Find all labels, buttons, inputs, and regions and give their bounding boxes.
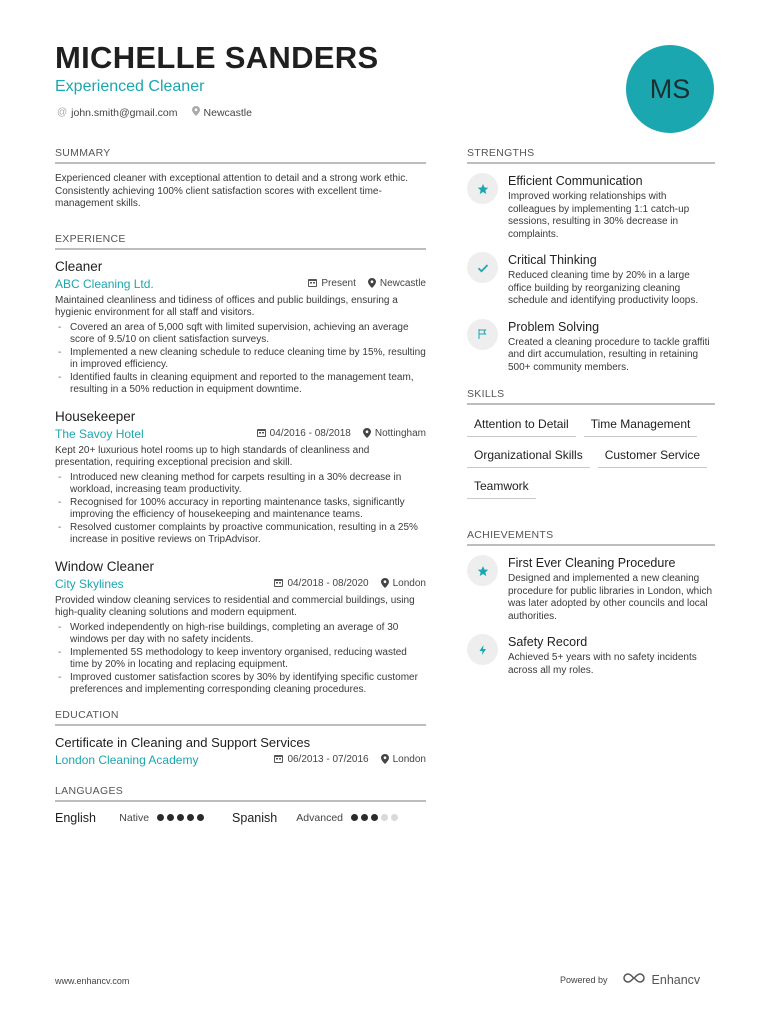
experience-section [55, 233, 426, 697]
brand-name: Enhancv [651, 972, 701, 987]
job-description: Kept 20+ luxurious hotel rooms up to high standards of cleanliness and presentation, requiring exceptional precision and skill. [55, 444, 370, 468]
education-dates: 06/2013 - 07/2016 [287, 754, 369, 765]
location-pin-icon [381, 754, 389, 766]
summary-text: Experienced cleaner with exceptional attention to detail and a strong work ethic. Consistently achieving 100% client satisfaction scores with excellent time-management skills. [55, 173, 408, 209]
proficiency-dot [351, 814, 358, 821]
check-icon [467, 252, 498, 283]
strength-item [467, 173, 715, 241]
proficiency-dot [361, 814, 368, 821]
strength-title: Efficient Communication [508, 174, 643, 188]
job-dates: 04/2016 - 08/2018 [269, 428, 351, 439]
education-location: London [392, 754, 426, 765]
section-heading: EDUCATION [55, 709, 426, 726]
footer-branding [560, 972, 700, 987]
avatar [626, 45, 714, 133]
job-dates: Present [321, 278, 356, 289]
section-heading: SUMMARY [55, 147, 426, 164]
job-bullet: - Implemented 5S methodology to keep inventory organised, reducing wasted time by 20% in locating and replacing equipment. [55, 647, 426, 672]
proficiency-dot [167, 814, 174, 821]
right-column [467, 147, 715, 688]
job-description: Maintained cleanliness and tidiness of offices and public buildings, ensuring a hygienic environment for all staff and visitors. [55, 294, 398, 318]
contact-info [57, 106, 252, 119]
strength-text: Improved working relationships with colleagues by implementing 1:1 catch-up sessions, resulting in 30% decrease in complaints. [508, 191, 690, 240]
school-name: London Cleaning Academy [55, 752, 199, 767]
section-heading: STRENGTHS [467, 147, 715, 164]
strengths-section [467, 147, 715, 374]
job-entry [55, 559, 426, 697]
achievement-item [467, 634, 715, 677]
infinity-icon [622, 972, 646, 987]
proficiency-dot [381, 814, 388, 821]
proficiency-dot [391, 814, 398, 821]
achievement-title: Safety Record [508, 635, 588, 649]
lightning-icon [467, 634, 498, 665]
job-title: Window Cleaner [55, 558, 155, 574]
achievement-text: Achieved 5+ years with no safety incidents across all my roles. [508, 652, 697, 676]
strength-text: Reduced cleaning time by 20% in a large office building by reorganizing cleaning schedule and identifying productivity loops. [508, 270, 699, 306]
job-title: Housekeeper [55, 408, 136, 424]
at-icon: @ [57, 107, 68, 118]
job-location: Newcastle [379, 278, 426, 289]
summary-section [55, 147, 426, 211]
strength-title: Critical Thinking [508, 253, 597, 267]
section-heading: LANGUAGES [55, 785, 426, 802]
calendar-icon [274, 578, 283, 589]
location-pin-icon [363, 428, 371, 440]
job-bullet: - Recognised for 100% accuracy in reporting maintenance tasks, significantly improving the efficiency of housekeeping and maintenance teams. [55, 497, 426, 522]
achievement-item [467, 555, 715, 623]
job-location: London [392, 578, 426, 589]
company-name: The Savoy Hotel [55, 426, 144, 441]
flag-icon [467, 319, 498, 350]
language-proficiency-dots [157, 814, 204, 821]
section-heading: ACHIEVEMENTS [467, 529, 715, 546]
strength-item [467, 319, 715, 375]
email-text: john.smith@gmail.com [71, 106, 178, 119]
section-heading: SKILLS [467, 388, 715, 405]
achievement-text: Designed and implemented a new cleaning procedure for public libraries in London, which was later adopted by other councils and local authorities. [508, 573, 713, 622]
brand-logo[interactable] [622, 972, 701, 987]
language-name: Spanish [232, 810, 278, 825]
proficiency-dot [157, 814, 164, 821]
job-bullet: - Implemented a new cleaning schedule to reduce cleaning time by 15%, resulting in improved efficiency. [55, 347, 426, 372]
job-bullet: - Improved customer satisfaction scores by 30% by identifying specific customer preferences and implementing corresponding cleaning procedures. [55, 672, 426, 697]
language-name: English [55, 810, 96, 825]
section-heading: EXPERIENCE [55, 233, 426, 250]
job-dates: 04/2018 - 08/2020 [287, 578, 369, 589]
job-entry [55, 259, 426, 397]
skill-tag: Organizational Skills [467, 445, 590, 468]
languages-section [55, 785, 426, 825]
job-bullet: - Identified faults in cleaning equipment and reported to the management team, resulting in a 50% reduction in equipment downtime. [55, 372, 426, 397]
candidate-name: MICHELLE SANDERS [55, 40, 379, 75]
location-pin-icon [368, 278, 376, 290]
company-name: ABC Cleaning Ltd. [55, 276, 154, 291]
language-proficiency-dots [351, 814, 398, 821]
skills-section [467, 388, 715, 499]
left-column [55, 147, 426, 825]
location-contact [192, 106, 252, 119]
skill-tag: Time Management [584, 414, 698, 437]
skill-tag: Teamwork [467, 476, 536, 499]
proficiency-dot [371, 814, 378, 821]
avatar-initials: MS [649, 73, 691, 104]
job-entry [55, 409, 426, 547]
location-pin-icon [381, 578, 389, 590]
location-text: Newcastle [203, 106, 252, 119]
job-bullet: - Introduced new cleaning method for carpets resulting in a 30% decrease in workload, increasing team productivity. [55, 472, 426, 497]
job-location: Nottingham [374, 428, 426, 439]
job-bullet: - Worked independently on high-rise buildings, completing an average of 30 windows per day with no safety incidents. [55, 622, 426, 647]
achievements-section [467, 529, 715, 677]
email-contact[interactable] [57, 106, 178, 119]
job-bullet: - Resolved customer complaints by proactive communication, resulting in a 25% increase in positive reviews on TripAdvisor. [55, 522, 426, 547]
skill-tag: Attention to Detail [467, 414, 576, 437]
proficiency-dot [177, 814, 184, 821]
calendar-icon [257, 428, 266, 439]
degree-title: Certificate in Cleaning and Support Services [55, 734, 311, 750]
powered-by-label: Powered by [560, 974, 608, 985]
proficiency-dot [187, 814, 194, 821]
calendar-icon [308, 278, 317, 289]
job-title: Cleaner [55, 258, 103, 274]
education-section [55, 709, 426, 767]
company-name: City Skylines [55, 576, 124, 591]
job-description: Provided window cleaning services to residential and commercial buildings, using high-quality cleaning solutions and modern equipment. [55, 594, 415, 618]
strength-title: Problem Solving [508, 319, 600, 334]
proficiency-dot [197, 814, 204, 821]
language-level: Native [119, 811, 150, 824]
calendar-icon [274, 754, 283, 765]
star-icon [467, 173, 498, 204]
strength-text: Created a cleaning procedure to tackle graffiti and dirt accumulation, resulting in retaining 500+ community members. [508, 336, 710, 373]
job-bullet: - Covered an area of 5,000 sqft with limited supervision, achieving an average score of 9.5/10 on client satisfaction surveys. [55, 322, 426, 347]
candidate-title: Experienced Cleaner [55, 78, 205, 95]
skill-tag: Customer Service [598, 445, 707, 468]
language-level: Advanced [296, 811, 343, 824]
strength-item [467, 252, 715, 308]
star-icon [467, 555, 498, 586]
location-pin-icon [192, 106, 200, 119]
footer-website-link[interactable]: www.enhancv.com [55, 976, 130, 986]
achievement-title: First Ever Cleaning Procedure [508, 556, 676, 570]
